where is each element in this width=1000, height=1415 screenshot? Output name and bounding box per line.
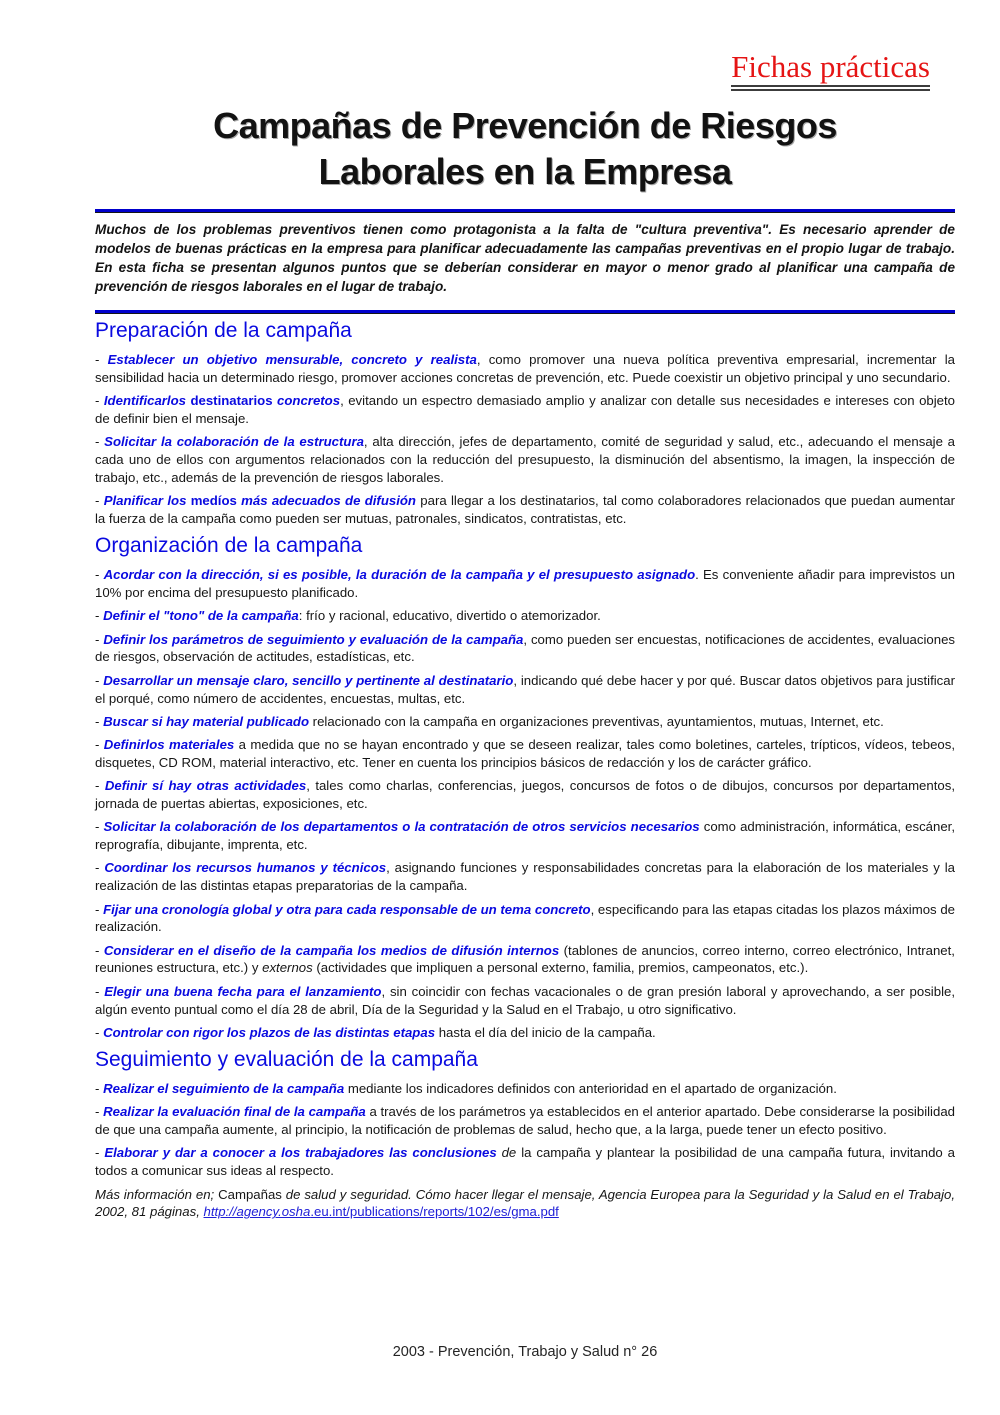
text-segment: la campaña y plantear la posibilidad de una campaña futura, invitando a todos a comunicar sus ideas al respecto. [95, 1145, 956, 1179]
text-segment: - [95, 434, 105, 450]
text-segment: externos [262, 960, 313, 976]
text-segment: de salud y seguridad. Cómo hacer llegar el mensaje, Agencia Europea para la Seguridad y la Salud en el Trabajo, 2002, 81 páginas, [95, 1186, 955, 1220]
text-segment: - [95, 983, 105, 999]
text-segment: . Es conveniente añadir para imprevistos un 10% por encima del presupuesto planificado. [95, 567, 955, 601]
bullet-item [95, 777, 955, 813]
more-info-link[interactable]: .eu.int/publications/reports/102/es/gma.pdf [310, 1204, 559, 1220]
text-segment: - [95, 608, 104, 624]
text-segment: (tablones de anuncios, correo interno, correo electrónico, Intranet, reuniones estructura, etc.) y [95, 942, 955, 976]
text-segment: - [95, 672, 104, 688]
text-segment: Realizar el seguimiento de la campaña [103, 1081, 345, 1097]
text-segment: Desarrollar un mensaje claro, sencillo y pertinente al destinatario [103, 672, 514, 688]
bullet-item [95, 942, 955, 978]
bullet-item [95, 713, 955, 731]
text-segment: Controlar con rigor los plazos de las distintas etapas [103, 1024, 436, 1040]
text-segment: a medida que no se hayan encontrado y que se deseen realizar, tales como boletines, carteles, trípticos, vídeos, tebeos, disquetes, CD ROM, material interactivo, etc. Tener en cuenta los principios básicos de redacción y los de carácter gráfico. [95, 737, 955, 770]
text-segment: , alta dirección, jefes de departamento, comité de seguridad y salud, etc., adecuando el mensaje a cada uno de ellos con argumentos relacionados con la reducción del presupuesto, la disminución del absentismo, la imagen, la inspección de trabajo, etc., además de la prevención de riesgos laborales. [95, 434, 955, 485]
text-segment: Campañas [214, 1186, 286, 1202]
text-segment: Solicitar la colaboración de los departamentos o la contratación de otros servicios necesarios [103, 819, 700, 835]
intro-bottom-divider [95, 310, 955, 314]
text-segment: Definir los parámetros de seguimiento y evaluación de la campaña [103, 631, 524, 647]
text-segment: - [95, 860, 105, 876]
masthead-title: Fichas prácticas [731, 50, 930, 91]
bullet-item [95, 901, 955, 937]
text-segment: , asignando funciones y responsabilidades concretas para la elaboración de los materiales y la realización de las distintas etapas preparatorias de la campaña. [95, 860, 956, 894]
text-segment: Realizar la evaluación final de la campaña [103, 1104, 366, 1120]
text-segment: - [95, 1024, 104, 1040]
intro-paragraph: Muchos de los problemas preventivos tienen como protagonista a la falta de "cultura preventiva". Es necesario aprender de modelos de buenas prácticas en la empresa para planificar adecuadamente las campañas preventivas en el propio lugar de trabajo. En esta ficha se presentan algunos puntos que se deberían considerar en mayor o menor grado al planificar una campaña de prevención de riesgos laborales en el lugar de trabajo. [95, 222, 955, 295]
bullet-item [95, 983, 955, 1019]
page-title-line1: Campañas de Prevención de Riesgos [213, 105, 837, 147]
text-segment: concretos [277, 393, 341, 409]
text-segment: , sin coincidir con fechas vacacionales o de gran presión laboral y aprovechando, a ser posible, algún evento puntual como el día 28 de abril, Día de la Seguridad y la Salud en el Trabajo, u otro significativo. [95, 983, 956, 1017]
text-segment: , como pueden ser encuestas, notificaciones de accidentes, evaluaciones de riesgos, observación de actitudes, estadísticas, etc. [95, 631, 955, 665]
text-segment: para llegar a los destinatarios, tal como colaboradores relacionados que puedan aumentar la fuerza de la campaña como pueden ser mutuas, patronales, sindicatos, contratistas, etc. [95, 493, 955, 526]
bullet-item [95, 607, 955, 625]
text-segment: - [95, 493, 104, 509]
text-segment: relacionado con la campaña en organizaciones preventivas, ayuntamientos, mutuas, Internet, etc. [309, 713, 884, 729]
more-info-link[interactable]: http://agency.osha [203, 1204, 311, 1220]
bullet-item [95, 818, 955, 854]
section-heading: Seguimiento y evaluación de la campaña [95, 1048, 478, 1072]
bullet-item [95, 392, 955, 428]
text-segment: : frío y racional, educativo, divertido o atemorizador. [298, 608, 601, 624]
text-segment: Identificarlos [103, 393, 186, 409]
masthead-row [95, 50, 930, 91]
text-segment: , indicando qué debe hacer y por qué. Buscar datos objetivos para justificar el porqué, como número de accidentes, encuestas, multas, etc. [95, 672, 956, 706]
bullet-item [95, 1080, 955, 1098]
text-segment: , evitando un espectro demasiado amplio y analizar con detalle sus necesidades e intereses con objeto de definir bien el mensaje. [95, 393, 955, 426]
text-segment: , especificando para las etapas citadas los plazos máximos de realización. [95, 901, 955, 935]
bullet-item [95, 1144, 955, 1180]
text-segment: - [95, 1081, 104, 1097]
text-segment: - [95, 393, 104, 409]
page-title [95, 103, 955, 195]
text-segment: Solicitar la colaboración de la estructura [104, 434, 364, 450]
text-segment: Elaborar y dar a conocer a los trabajadores las conclusiones [104, 1145, 497, 1161]
text-segment: más adecuados de difusión [241, 493, 416, 509]
text-segment: mediante los indicadores definidos con anterioridad en el apartado de organización. [344, 1081, 837, 1097]
text-segment: como administración, informática, escáner, reprografía, dibujante, imprenta, etc. [95, 819, 956, 853]
bullet-item [95, 492, 955, 528]
text-segment: (actividades que impliquen a personal externo, familia, premios, campeonatos, etc.). [312, 960, 809, 976]
sections-root [95, 318, 955, 1180]
text-segment: hasta el día del inicio de la campaña. [435, 1024, 656, 1040]
bullet-item [95, 351, 955, 387]
text-segment: a través de los parámetros ya establecidos en el anterior apartado. Debe considerarse la posibilidad de que una campaña aumente, al principio, la notificación de problemas de salud, hecho que, a la larga, puede tener un efecto positivo. [95, 1104, 955, 1138]
text-segment: Más información en; [95, 1186, 215, 1202]
text-segment: Planificar los [103, 493, 187, 509]
page-footer: 2003 - Prevención, Trabajo y Salud n° 26 [392, 1344, 658, 1360]
text-segment: Definirlos materiales [103, 737, 235, 753]
text-segment: - [95, 1104, 104, 1120]
text-segment: - [95, 819, 104, 835]
text-segment: - [95, 737, 104, 753]
more-info [95, 1186, 955, 1222]
text-segment: - [95, 631, 104, 647]
text-segment: destinatarios [185, 393, 278, 409]
section-heading: Preparación de la campaña [95, 319, 352, 343]
text-segment: - [95, 778, 105, 794]
text-segment: Fijar una cronología global y otra para cada responsable de un tema concreto [103, 901, 591, 917]
text-segment: Establecer un objetivo mensurable, concreto y realista [107, 352, 477, 368]
text-segment: medíos [186, 493, 242, 509]
text-segment: , tales como charlas, conferencias, juegos, concursos de fotos o de dibujos, concursos por departamentos, jornada de puertas abiertas, exposiciones, etc. [95, 778, 955, 812]
bullet-item [95, 433, 955, 486]
text-segment: , como promover una nueva política preventiva empresarial, incrementar la sensibilidad hacia un determinado riesgo, promover acciones concretas de prevención, etc. Puede coexistir un objetivo principal y uno secundario. [95, 352, 955, 385]
text-segment: - [95, 352, 108, 368]
text-segment: Definir el "tono" de la campaña [103, 608, 299, 624]
bullet-item [95, 1103, 955, 1139]
text-segment: Acordar con la dirección, si es posible, la duración de la campaña y el presupuesto asignado [103, 567, 696, 583]
text-segment: Buscar si hay material publicado [103, 713, 310, 729]
bullet-item [95, 736, 955, 772]
bullet-item [95, 566, 955, 602]
text-segment: - [95, 942, 104, 958]
bullet-item [95, 1024, 955, 1042]
text-segment: Definir sí hay otras actividades [104, 778, 307, 794]
text-segment: Coordinar los recursos humanos y técnicos [104, 860, 387, 876]
bullet-item [95, 859, 955, 895]
text-segment: - [95, 567, 104, 583]
text-segment: Considerar en el diseño de la campaña los medios de difusión internos [103, 942, 560, 958]
page-title-line2: Laborales en la Empresa [318, 151, 732, 193]
text-segment: Elegir una buena fecha para el lanzamiento [104, 983, 382, 999]
text-segment: - [95, 713, 104, 729]
text-segment: - [95, 1145, 105, 1161]
bullet-item [95, 631, 955, 667]
section-heading: Organización de la campaña [95, 534, 363, 558]
bullet-item [95, 672, 955, 708]
text-segment: de [496, 1145, 517, 1161]
text-segment: - [95, 901, 104, 917]
